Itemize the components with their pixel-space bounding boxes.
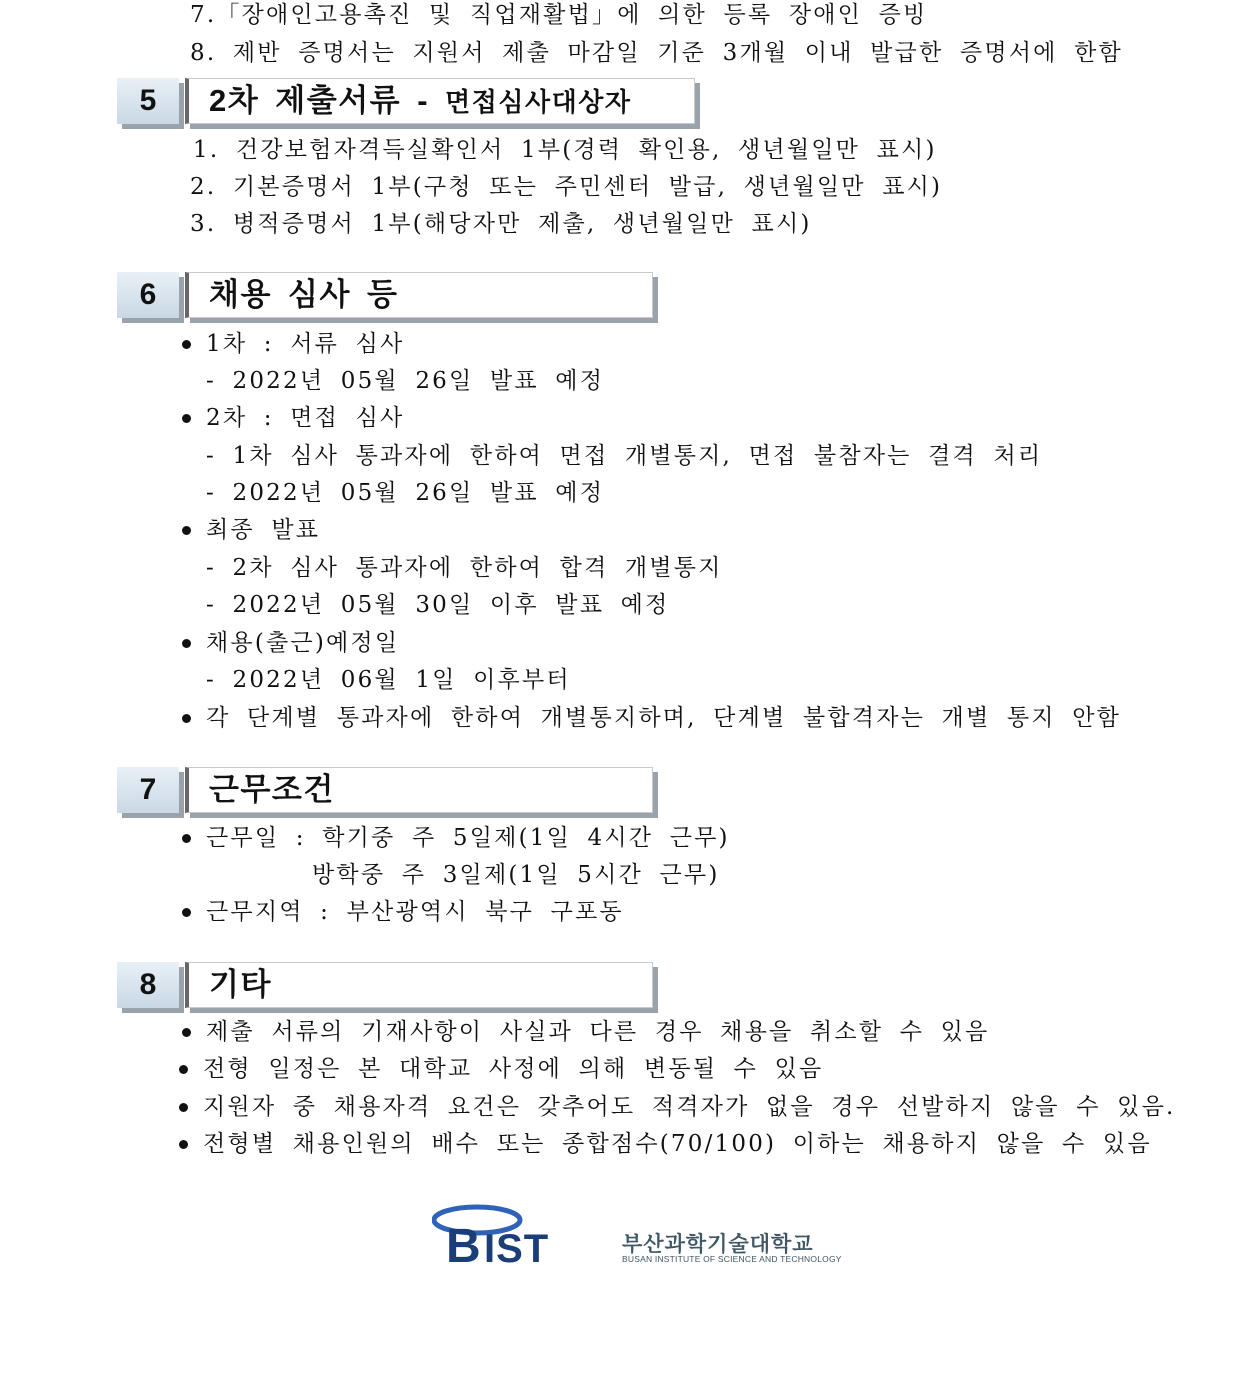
section-title-box — [185, 78, 695, 124]
section-title — [209, 79, 631, 124]
bullet-item: 최종 발표 — [180, 516, 320, 544]
sub-item: - 2022년 05월 26일 발표 예정 — [206, 368, 605, 394]
bullet-item: 2차 : 면접 심사 — [180, 404, 404, 432]
list-item: 8. 제반 증명서는 지원서 제출 마감일 기준 3개월 이내 발급한 증명서에 한함 — [190, 40, 1123, 66]
bullet-item: 근무지역 : 부산광역시 북구 구포동 — [180, 898, 624, 926]
sub-item: - 2022년 05월 30일 이후 발표 예정 — [206, 592, 670, 618]
section-number: 5 — [117, 78, 179, 124]
sub-item: - 2차 심사 통과자에 한하여 합격 개별통지 — [206, 555, 723, 581]
bullet-item: 전형별 채용인원의 배수 또는 종합점수(70/100) 이하는 채용하지 않을 수 있음 — [177, 1130, 1152, 1158]
svg-text:B: B — [446, 1220, 481, 1270]
bullet-item: 제출 서류의 기재사항이 사실과 다른 경우 채용을 취소할 수 있음 — [180, 1018, 989, 1046]
sub-item: - 1차 심사 통과자에 한하여 면접 개별통지, 면접 불참자는 결격 처리 — [206, 443, 1043, 469]
bist-logo-icon — [432, 1200, 612, 1270]
bullet-item: 전형 일정은 본 대학교 사정에 의해 변동될 수 있음 — [177, 1055, 823, 1083]
bullet-item: 지원자 중 채용자격 요건은 갖추어도 적격자가 없을 경우 선발하지 않을 수 있음. — [177, 1093, 1176, 1121]
bullet-item: 각 단계별 통과자에 한하여 개별통지하며, 단계별 불합격자는 개별 통지 안함 — [180, 704, 1121, 732]
section-number: 7 — [117, 767, 179, 813]
section-title-box — [185, 272, 653, 318]
logo-korean-name: 부산과학기술대학교 — [622, 1232, 814, 1256]
list-item: 1. 건강보험자격득실확인서 1부(경력 확인용, 생년월일만 표시) — [193, 137, 937, 163]
section-title: 기타 — [209, 967, 272, 1002]
list-item: 7.「장애인고용촉진 및 직업재활법」에 의한 등록 장애인 증빙 — [190, 2, 928, 28]
section-title-box — [185, 767, 653, 813]
bullet-item: 1차 : 서류 심사 — [180, 330, 404, 358]
sub-item: - 2022년 05월 26일 발표 예정 — [206, 480, 605, 506]
section-number: 8 — [117, 962, 179, 1008]
sub-item: 방학중 주 3일제(1일 5시간 근무) — [312, 862, 720, 888]
section-title-sub: 면접심사대상자 — [445, 87, 632, 117]
section-title-main: 2차 제출서류 - — [209, 83, 446, 118]
bullet-item: 근무일 : 학기중 주 5일제(1일 4시간 근무) — [180, 824, 730, 852]
section-title: 근무조건 — [209, 772, 335, 807]
bullet-item: 채용(출근)예정일 — [180, 629, 399, 657]
logo-english-name: BUSAN INSTITUTE OF SCIENCE AND TECHNOLOGY — [622, 1254, 842, 1264]
svg-text:IST: IST — [484, 1227, 550, 1270]
section-title-box — [185, 962, 653, 1008]
university-logo — [432, 1200, 842, 1270]
sub-item: - 2022년 06월 1일 이후부터 — [206, 667, 571, 693]
list-item: 3. 병적증명서 1부(해당자만 제출, 생년월일만 표시) — [190, 211, 812, 237]
list-item: 2. 기본증명서 1부(구청 또는 주민센터 발급, 생년월일만 표시) — [190, 174, 943, 200]
section-number: 6 — [117, 272, 179, 318]
section-title: 채용 심사 등 — [209, 277, 399, 312]
